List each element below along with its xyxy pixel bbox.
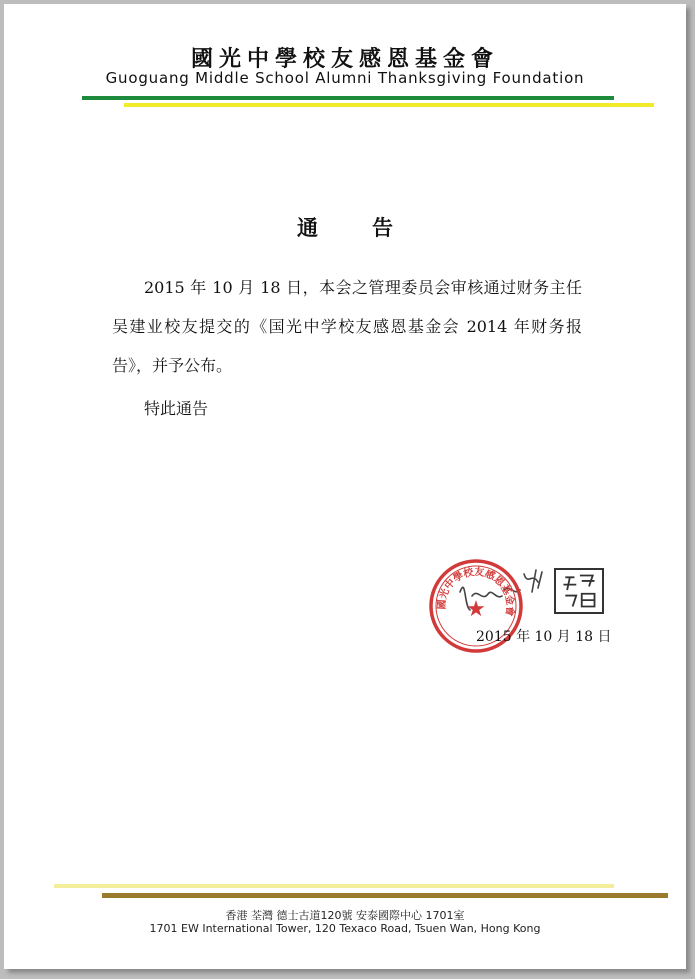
footer-address-en: 1701 EW International Tower, 120 Texaco Road, Tsuen Wan, Hong Kong: [149, 922, 541, 935]
notice-body: 2015 年 10 月 18 日，本会之管理委员会审核通过财务主任吴建业校友提交的《国光中学校友感恩基金会 2014 年财务报告》，并予公布。: [112, 278, 582, 375]
notice-date: 2015 年 10 月 18 日: [476, 629, 612, 645]
notice-closing: 特此通告: [144, 399, 209, 418]
letter-page: [4, 4, 686, 969]
svg-text:★: ★: [466, 597, 486, 622]
personal-name-stamp: [554, 568, 604, 614]
header-green-rule: [82, 96, 614, 100]
notice-title: 通告: [297, 215, 447, 240]
header-yellow-rule: [124, 103, 654, 107]
letterhead-title-zh: 國光中學校友感恩基金會: [190, 47, 499, 72]
seal-text: 國光中學校友感恩基金會: [436, 566, 516, 617]
footer-yellow-rule: [54, 884, 614, 888]
letterhead-title-en: Guoguang Middle School Alumni Thanksgiving Foundation: [105, 69, 585, 87]
footer-gold-rule: [102, 893, 668, 898]
footer-address-zh: 香港 荃灣 德士古道120號 安泰國際中心 1701室: [225, 909, 465, 922]
